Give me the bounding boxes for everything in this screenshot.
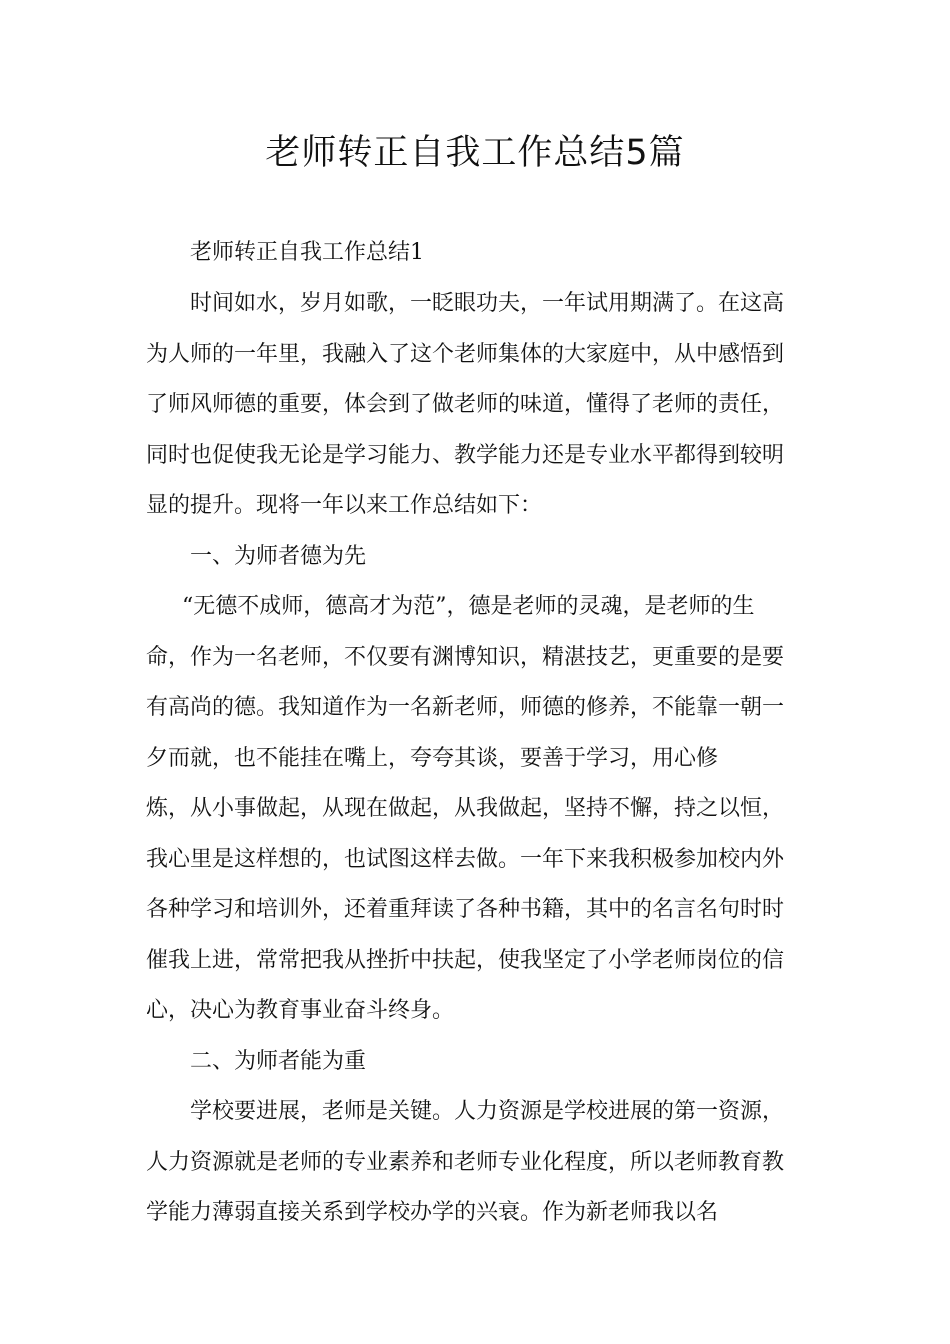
- section-heading: 一、为师者德为先: [190, 544, 367, 569]
- paragraph-line: 学校要进展，老师是关键。人力资源是学校进展的第一资源，: [190, 1099, 785, 1124]
- paragraph-line: 炼，从小事做起，从现在做起，从我做起，坚持不懈，持之以恒，: [146, 796, 785, 821]
- document-title: 老师转正自我工作总结5篇: [265, 133, 685, 173]
- paragraph-line: 为人师的一年里，我融入了这个老师集体的大家庭中，从中感悟到: [146, 342, 785, 367]
- paragraph-line: 人力资源就是老师的专业素养和老师专业化程度，所以老师教育教: [146, 1150, 785, 1175]
- paragraph-line: 了师风师德的重要，体会到了做老师的味道，懂得了老师的责任，: [146, 392, 785, 417]
- paragraph-line: 显的提升。现将一年以来工作总结如下：: [146, 493, 543, 518]
- paragraph-line: 命，作为一名老师，不仅要有渊博知识，精湛技艺，更重要的是要: [146, 645, 785, 670]
- paragraph-line: 时间如水，岁月如歌，一眨眼功夫，一年试用期满了。在这高: [190, 291, 785, 316]
- section-heading: 老师转正自我工作总结1: [190, 240, 424, 265]
- paragraph-line: 各种学习和培训外，还着重拜读了各种书籍，其中的名言名句时时: [146, 897, 785, 922]
- paragraph-line: 夕而就，也不能挂在嘴上，夸夸其谈，要善于学习，用心修: [146, 746, 719, 771]
- paragraph-line: 学能力薄弱直接关系到学校办学的兴衰。作为新老师我以名: [146, 1200, 719, 1225]
- paragraph-line: “无德不成师，德高才为范”，德是老师的灵魂，是老师的生: [182, 594, 755, 619]
- section-heading: 二、为师者能为重: [190, 1049, 367, 1074]
- paragraph-line: 有高尚的德。我知道作为一名新老师，师德的修养，不能靠一朝一: [146, 695, 785, 720]
- paragraph-line: 同时也促使我无论是学习能力、教学能力还是专业水平都得到较明: [146, 443, 785, 468]
- paragraph-line: 心，决心为教育事业奋斗终身。: [146, 998, 455, 1023]
- paragraph-line: 催我上进，常常把我从挫折中扶起，使我坚定了小学老师岗位的信: [146, 948, 785, 973]
- paragraph-line: 我心里是这样想的，也试图这样去做。一年下来我积极参加校内外: [146, 847, 785, 872]
